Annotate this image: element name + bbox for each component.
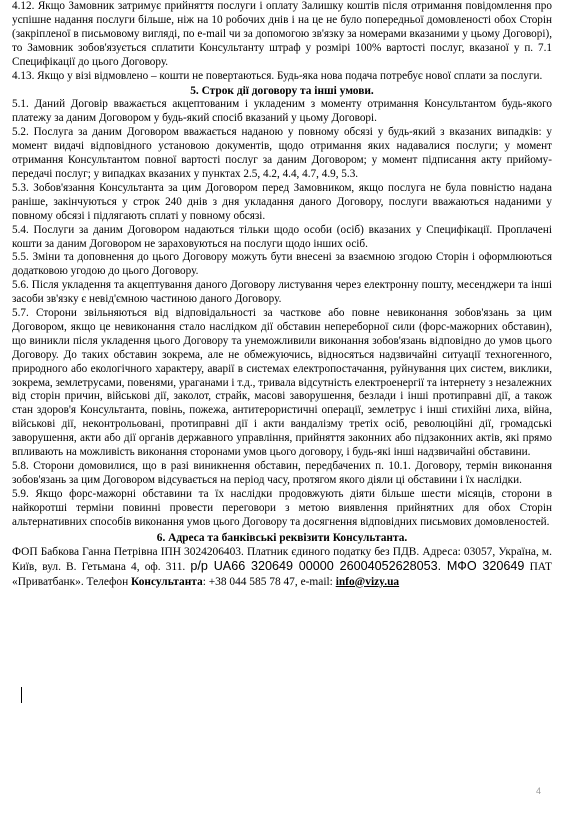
text-cursor [21,687,22,703]
requisites-text-a: ФОП Бабкова Ганна Петрівна ІПН 3024206403. Платник єдиного податку без ПДВ. Адреса: 03057, Україна, м. Київ, вул. В. Гетьмана 4, оф. 311. [12,545,552,574]
phone-label: Консультанта [131,575,203,588]
page-number: 4 [536,786,542,796]
clause-5-5: 5.5. Зміни та доповнення до цього Договору можуть бути внесені за взаємною згодою Сторін і оформлюються додатковою угодою до цього Договору. [12,251,552,278]
bank-account: р/р UA66 320649 00000 26004052628053. МФО 320649 [190,559,525,574]
clause-5-9: 5.9. Якщо форс-мажорні обставини та їх наслідки продовжують діяти більше шести місяців, сторони в найкоротші терміни повинні провести переговори з метою виявлення прийнятних для обох Сторін альтернативних способів виконання умов цього Договору та досягнення відповідних письмових домовленостей. [12,487,552,528]
email-link[interactable]: info@vizy.ua [335,575,400,588]
clause-5-1: 5.1. Даний Договір вважається акцептованим і укладеним з моменту отримання Консультантом будь-якого платежу за даним Договором у будь-який спосіб вказаний у цьому Договорі. [12,98,552,125]
clause-4-13: 4.13. Якщо у візі відмовлено – кошти не повертаються. Будь-яка нова подача потребує нової сплати за послуги. [12,69,543,82]
clause-list-top [12,0,552,83]
clause-5-2: 5.2. Послуга за даним Договором вважається наданою у повному обсязі у будь-який з вказаних випадків: у момент видачі відповідного установою документів, щодо отримання яких надавалися послуги; у момент отримання Консультантом повної вартості послуг за даним Договором; у момент підписання акту прийому-передачі послуг; у випадках вказаних у пунктах 2.5, 4.2, 4.4, 4.7, 4.9, 5.3. [12,126,552,180]
section-5-heading: 5. Строк дії договору та інші умови. [190,85,374,98]
clause-5-6: 5.6. Після укладення та акцептування даного Договору листування через електронну пошту, месенджери та інші засоби зв'язку є невід'ємною частиною даного Договору. [12,279,552,306]
document-page [12,0,552,589]
clause-5-3: 5.3. Зобов'язання Консультанта за цим Договором перед Замовником, якщо послуга не була повністю надана раніше, закінчуються у строк 240 днів з дня укладання даного Договору, послуги вважаються наданими у повному обсязі і підлягають сплаті у повному обсязі. [12,181,552,222]
section-6-heading: 6. Адреса та банківські реквізити Консультанта. [156,531,408,544]
consultant-requisites [12,545,552,590]
clause-5-7: 5.7. Сторони звільняються від відповідальності за часткове або повне невиконання зобов'язань за цим Договором, якщо це невиконання стало наслідком дії обставин непереборної сили (форс-мажорних обставин), що виникли після укладення цього Договору та унеможливили виконання зобов'язань відповідно до умов цього Договору. До таких обставин зокрема, але не обмежуючись, відносяться надзвичайні ситуації техногенного, природного або екологічного характеру, аварії в системах електропостачання, руйнування цих систем, виклики, зокрема, землетрусами, повенями, ураганами і т.д., тривала відсутність електроенергії та інтернету з незалежних від сторін причин, військові дії, заколот, страйк, масові заворушення, безлади і інші протиправні дії, а також стан здоров'я Консультанта, повінь, пожежа, антитерористичні операції, землетрус і інші стихійні лиха, війна, військові дії, неконтрольовані, протиправні дії і акти вандалізму третіх осіб, революційні дії, громадські заворушення, акти або дії органів державного управління, прийняття законних або підзаконних актів, які прямо впливають на можливість виконання сторонами умов цього договору, і будь-які інші надзвичайні обставини. [12,307,552,459]
section-5-body [12,98,552,529]
requisites-text-b: ПАТ «Приватбанк». Телефон [12,561,552,588]
clause-4-12: 4.12. Якщо Замовник затримує прийняття послуги і оплату Залишку коштів після отримання повідомлення про успішне надання послуги більше, ніж на 10 робочих днів і на це не було попередньої домовленості обох Сторін (закріпленої в письмовому вигляді, по e-mail чи за допомогою зв'язку за номерами вказаними у цьому Договорі), то Замовник зобов'язується сплатити Консультанту штраф у розмірі 100% вартості послуг, вказаної у п. 7.1 Специфікації до цього Договору. [12,0,552,68]
phone-text: : +38 044 585 78 47, e-mail: [202,575,336,588]
clause-5-8: 5.8. Сторони домовилися, що в разі виникнення обставин, передбачених п. 10.1. Договору, термін виконання зобов'язань за цим Договором відсувається на період часу, протягом якого діяли ці обставини і їх наслідки. [12,460,552,486]
clause-5-4: 5.4. Послуги за даним Договором надаються тільки щодо особи (осіб) вказаних у Специфікації. Проплачені кошти за даним Договором не зараховуються на послуги щодо інших осіб. [12,223,552,250]
